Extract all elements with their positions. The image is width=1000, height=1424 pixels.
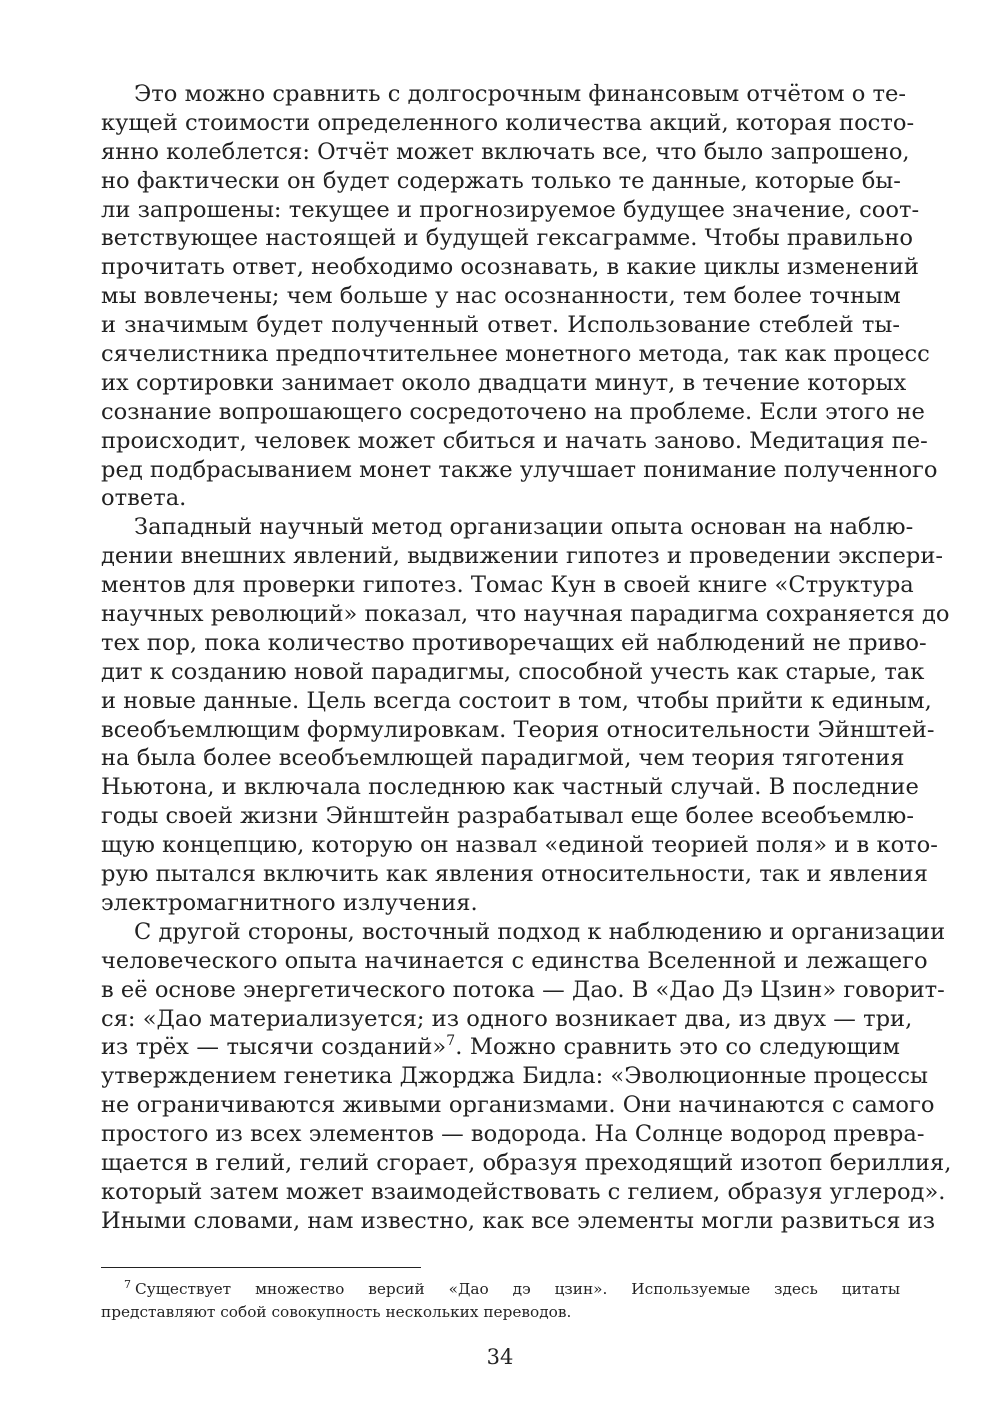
text-line: их сортировки занимает около двадцати минут, в течение которых: [101, 369, 907, 396]
text-line: щается в гелий, гелий сгорает, образуя преходящий изотоп бериллия,: [101, 1149, 952, 1176]
text-line: ветствующее настоящей и будущей гексаграмме. Чтобы правильно: [101, 225, 913, 252]
text-line: ли запрошены: текущее и прогнозируемое будущее значение, соот-: [101, 196, 920, 223]
page-number: 34: [486, 1345, 514, 1369]
footnote-marker: 7: [124, 1278, 131, 1291]
text-line: научных революций» показал, что научная парадигма сохраняется до: [101, 601, 950, 628]
text-line: кущей стоимости определенного количества акций, которая посто-: [101, 109, 915, 136]
page-body: [101, 80, 952, 1236]
text-line: всеобъемлющим формулировкам. Теория относительности Эйнштей-: [101, 716, 935, 743]
text-line: который затем может взаимодействовать с гелием, образуя углерод».: [101, 1178, 946, 1205]
paragraph-3: [101, 918, 952, 1236]
text-line: на была более всеобъемлющей парадигмой, чем теория тяготения: [101, 745, 905, 772]
text-line: но фактически он будет содержать только те данные, которые бы-: [101, 167, 901, 194]
text-line: утверждением генетика Джорджа Бидла: «Эволюционные процессы: [101, 1063, 928, 1090]
text-segment: . Можно сравнить это со следующим: [455, 1034, 901, 1061]
footnote-reference[interactable]: 7: [446, 1033, 456, 1050]
paragraph-2: [101, 513, 950, 917]
text-line: человеческого опыта начинается с единства Вселенной и лежащего: [101, 947, 928, 974]
paragraph-1: [101, 80, 938, 513]
text-line: Иными словами, нам известно, как все элементы могли развиться из: [101, 1207, 936, 1234]
text-line: и значимым будет полученный ответ. Использование стеблей ты-: [101, 312, 900, 339]
text-line: рую пытался включить как явления относительности, так и явления: [101, 861, 928, 888]
text-segment: из трёх — тысячи созданий»: [101, 1034, 447, 1061]
text-line: Это можно сравнить с долгосрочным финансовым отчётом о те-: [134, 81, 906, 107]
text-line: не ограничиваются живыми организмами. Они начинаются с самого: [101, 1092, 935, 1119]
footnote-text: Существует множество версий «Дао дэ цзин». Используемые здесь цитаты: [135, 1280, 900, 1298]
text-line: тех пор, пока количество противоречащих ей наблюдений не приво-: [101, 629, 927, 656]
text-line: годы своей жизни Эйнштейн разрабатывал еще более всеобъемлю-: [101, 803, 914, 830]
footnote-line: представляют собой совокупность нескольких переводов.: [101, 1303, 572, 1321]
text-line: янно колеблется: Отчёт может включать все, что было запрошено,: [101, 138, 910, 165]
text-line: сознание вопрошающего сосредоточено на проблеме. Если этого не: [101, 398, 925, 425]
text-line: дении внешних явлений, выдвижении гипотез и проведении экспери-: [101, 543, 944, 570]
footnote: [101, 1278, 900, 1324]
text-line: сячелистника предпочтительнее монетного метода, так как процесс: [101, 341, 930, 368]
text-line: С другой стороны, восточный подход к наблюдению и организации: [134, 918, 946, 945]
text-line: ся: «Дао материализуется; из одного возникает два, из двух — три,: [101, 1005, 913, 1032]
text-line: дит к созданию новой парадигмы, способной учесть как старые, так: [101, 658, 925, 685]
footnote-line: [101, 1278, 900, 1301]
text-line: электромагнитного излучения.: [101, 889, 478, 916]
text-line: Западный научный метод организации опыта основан на наблю-: [134, 514, 914, 541]
text-line: простого из всех элементов — водорода. На Солнце водород превра-: [101, 1121, 925, 1148]
text-line-with-footnote: [101, 1033, 900, 1062]
text-line: ответа.: [101, 485, 187, 512]
text-line: ментов для проверки гипотез. Томас Кун в своей книге «Структура: [101, 572, 914, 599]
text-line: щую концепцию, которую он назвал «единой теорией поля» и в кото-: [101, 832, 938, 859]
text-line: прочитать ответ, необходимо осознавать, в какие циклы изменений: [101, 254, 919, 281]
text-line: Ньютона, и включала последнюю как частный случай. В последние: [101, 774, 919, 801]
footnote-divider: [101, 1267, 421, 1268]
text-line: в её основе энергетического потока — Дао. В «Дао Дэ Цзин» говорит-: [101, 976, 945, 1003]
text-line: и новые данные. Цель всегда состоит в том, чтобы прийти к единым,: [101, 687, 932, 714]
text-line: ред подбрасыванием монет также улучшает понимание полученного: [101, 456, 938, 483]
text-line: мы вовлечены; чем больше у нас осознанности, тем более точным: [101, 283, 901, 310]
text-line: происходит, человек может сбиться и начать заново. Медитация пе-: [101, 427, 928, 454]
